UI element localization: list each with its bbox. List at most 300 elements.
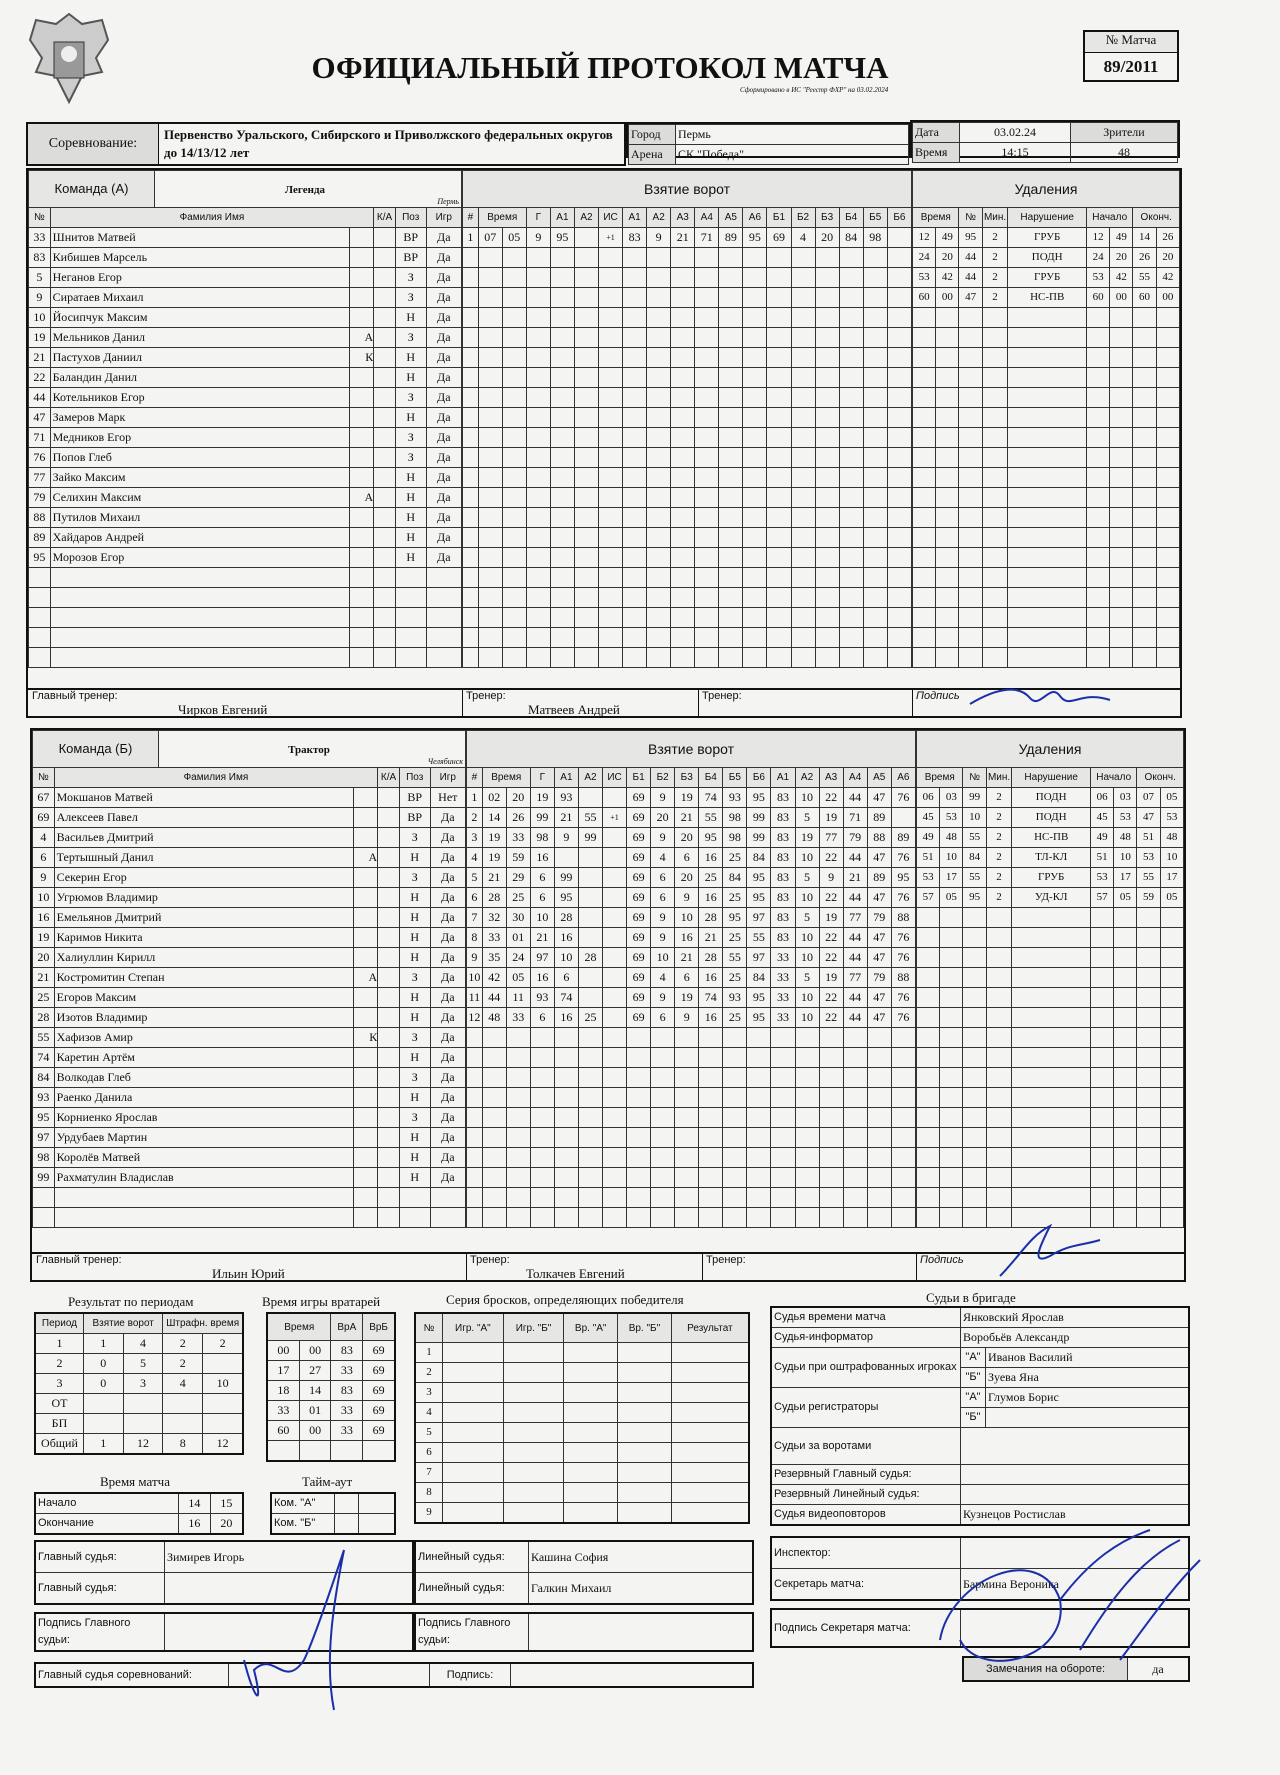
goal-cell: 25 bbox=[723, 888, 747, 908]
goalie-cell: 00 bbox=[299, 1341, 331, 1361]
goal-cell bbox=[743, 388, 767, 408]
goal-cell bbox=[506, 1088, 530, 1108]
penalty-cell bbox=[1110, 528, 1133, 548]
goal-cell bbox=[863, 428, 887, 448]
goal-cell bbox=[795, 1148, 819, 1168]
goal-cell: 4 bbox=[791, 228, 815, 248]
goal-cell bbox=[623, 488, 647, 508]
penalty-cell bbox=[982, 588, 1008, 608]
penalty-cell bbox=[940, 1148, 963, 1168]
goal-cell bbox=[603, 1088, 627, 1108]
goal-cell bbox=[767, 308, 791, 328]
goal-cell bbox=[463, 368, 479, 388]
goal-cell: 28 bbox=[699, 908, 723, 928]
table-row bbox=[463, 248, 912, 268]
goal-cell bbox=[767, 248, 791, 268]
goal-cell: 83 bbox=[771, 788, 795, 808]
goal-cell bbox=[843, 1168, 867, 1188]
goal-cell bbox=[463, 468, 479, 488]
table-row bbox=[913, 548, 1180, 568]
penalty-cell bbox=[936, 548, 959, 568]
player-number: 88 bbox=[29, 508, 51, 528]
player-name: Попов Глеб bbox=[50, 448, 350, 468]
player-number: 10 bbox=[33, 888, 55, 908]
goal-cell: 16 bbox=[554, 1008, 578, 1028]
goal-cell bbox=[623, 568, 647, 588]
goal-cell: 6 bbox=[530, 1008, 554, 1028]
penalty-cell bbox=[1137, 1068, 1160, 1088]
goal-cell: 84 bbox=[747, 848, 771, 868]
goal-cell: 89 bbox=[891, 828, 915, 848]
team_a-goal-col-15: Б4 bbox=[839, 208, 863, 228]
table-row bbox=[33, 1088, 466, 1108]
penalty-cell bbox=[1008, 328, 1087, 348]
goal-cell bbox=[723, 1068, 747, 1088]
goal-cell bbox=[743, 468, 767, 488]
penalty-cell: 10 bbox=[963, 808, 986, 828]
player-pos: Н bbox=[399, 848, 430, 868]
penalty-cell: ПОДН bbox=[1008, 248, 1087, 268]
team_a-goal-col-8: А3 bbox=[671, 208, 695, 228]
goal-cell bbox=[526, 428, 550, 448]
penalty-cell bbox=[1012, 928, 1091, 948]
player-name: Изотов Владимир bbox=[54, 1008, 354, 1028]
player-number: 97 bbox=[33, 1128, 55, 1148]
goal-cell bbox=[578, 1048, 602, 1068]
player-role bbox=[354, 788, 378, 808]
table-row bbox=[463, 448, 912, 468]
shootout-cell bbox=[503, 1383, 564, 1403]
table-row bbox=[467, 1048, 916, 1068]
player-ka bbox=[378, 1048, 400, 1068]
period-cell: 4 bbox=[123, 1334, 163, 1354]
player-pos bbox=[395, 628, 426, 648]
penalty-cell bbox=[1160, 1108, 1183, 1128]
date-time-box bbox=[910, 120, 1180, 158]
player-number: 21 bbox=[33, 968, 55, 988]
goal-cell bbox=[887, 268, 911, 288]
penalty-cell bbox=[1110, 468, 1133, 488]
goal-cell bbox=[526, 528, 550, 548]
player-pos: Н bbox=[399, 908, 430, 928]
team_a-pen-col-0: Время bbox=[913, 208, 959, 228]
period-cell: 10 bbox=[203, 1374, 243, 1394]
player-played: Да bbox=[430, 828, 465, 848]
goal-cell: 84 bbox=[723, 868, 747, 888]
goal-cell bbox=[506, 1108, 530, 1128]
goal-cell: 47 bbox=[867, 948, 891, 968]
penalty-cell: 53 bbox=[1137, 848, 1160, 868]
goal-cell bbox=[647, 288, 671, 308]
player-number: 95 bbox=[33, 1108, 55, 1128]
penalty-cell bbox=[1008, 568, 1087, 588]
player-role bbox=[354, 1128, 378, 1148]
penalty-cell bbox=[1160, 908, 1183, 928]
goal-cell bbox=[699, 1148, 723, 1168]
shootout-cell bbox=[564, 1423, 618, 1443]
penalty-cell bbox=[1090, 1128, 1113, 1148]
goal-cell bbox=[695, 368, 719, 388]
goal-cell bbox=[719, 408, 743, 428]
player-pos: З bbox=[399, 968, 430, 988]
shootout-number: 1 bbox=[415, 1343, 443, 1363]
penalty-cell: 03 bbox=[1114, 788, 1137, 808]
goal-cell: 95 bbox=[554, 888, 578, 908]
goal-cell: 59 bbox=[506, 848, 530, 868]
goal-cell bbox=[599, 488, 623, 508]
penalty-cell: 2 bbox=[982, 248, 1008, 268]
table-row bbox=[415, 1483, 749, 1503]
goal-cell: 95 bbox=[723, 908, 747, 928]
team_b-pen-title: Удаления bbox=[917, 731, 1184, 768]
goal-cell bbox=[530, 1108, 554, 1128]
goal-cell bbox=[891, 1128, 915, 1148]
goal-cell bbox=[502, 248, 526, 268]
player-role bbox=[354, 888, 378, 908]
goal-cell bbox=[623, 508, 647, 528]
shootout-cell bbox=[503, 1423, 564, 1443]
goal-cell bbox=[647, 268, 671, 288]
goal-cell: 84 bbox=[747, 968, 771, 988]
penalty-cell bbox=[1133, 628, 1156, 648]
player-number: 84 bbox=[33, 1068, 55, 1088]
penalty-cell bbox=[1008, 528, 1087, 548]
shootout-cell bbox=[671, 1463, 749, 1483]
team_a-goal-col-3: А1 bbox=[550, 208, 574, 228]
penalty-cell bbox=[936, 628, 959, 648]
goal-cell bbox=[839, 648, 863, 668]
penalty-cell: ГРУБ bbox=[1008, 268, 1087, 288]
goal-cell: 33 bbox=[482, 928, 506, 948]
player-number: 22 bbox=[29, 368, 51, 388]
player-played: Нет bbox=[430, 788, 465, 808]
goal-cell bbox=[815, 508, 839, 528]
penalty-cell bbox=[1110, 308, 1133, 328]
player-name: Халиуллин Кирилл bbox=[54, 948, 354, 968]
penalty-cell bbox=[1110, 648, 1133, 668]
penalty-cell bbox=[1114, 1168, 1137, 1188]
player-role bbox=[354, 928, 378, 948]
player-pos bbox=[399, 1188, 430, 1208]
player-role bbox=[354, 1188, 378, 1208]
goal-cell bbox=[574, 428, 598, 448]
goal-cell: 11 bbox=[467, 988, 483, 1008]
shootout-title: Серия бросков, определяющих победителя bbox=[446, 1292, 684, 1307]
goal-cell bbox=[839, 588, 863, 608]
team_a-goal-col-6: А1 bbox=[623, 208, 647, 228]
goal-cell bbox=[482, 1208, 506, 1228]
team-b-coach1: Толкачев Евгений bbox=[526, 1266, 625, 1281]
goal-cell bbox=[627, 1048, 651, 1068]
player-ka bbox=[374, 468, 396, 488]
penalty-cell bbox=[1110, 388, 1133, 408]
goal-cell bbox=[482, 1088, 506, 1108]
goal-cell bbox=[603, 1168, 627, 1188]
goal-cell bbox=[863, 608, 887, 628]
penalty-cell bbox=[913, 628, 936, 648]
shootout-cell bbox=[443, 1463, 504, 1483]
player-name: Егоров Максим bbox=[54, 988, 354, 1008]
table-row bbox=[29, 268, 462, 288]
table-row bbox=[917, 948, 1184, 968]
goal-cell bbox=[647, 248, 671, 268]
goal-cell bbox=[819, 1108, 843, 1128]
table-row bbox=[463, 588, 912, 608]
penalty-cell bbox=[963, 948, 986, 968]
team-a-roster bbox=[28, 170, 462, 668]
penalty-cell bbox=[1086, 388, 1109, 408]
goal-cell: 10 bbox=[795, 1008, 819, 1028]
player-played: Да bbox=[430, 868, 465, 888]
goal-cell: 83 bbox=[771, 908, 795, 928]
goal-cell bbox=[695, 508, 719, 528]
table-row bbox=[33, 1068, 466, 1088]
goalie-cell: 69 bbox=[363, 1341, 395, 1361]
penalty-cell bbox=[1133, 328, 1156, 348]
goal-cell bbox=[791, 528, 815, 548]
goal-cell bbox=[530, 1148, 554, 1168]
player-name bbox=[50, 588, 350, 608]
player-pos: З bbox=[399, 868, 430, 888]
goal-cell bbox=[647, 348, 671, 368]
penalty-cell: 49 bbox=[936, 228, 959, 248]
goal-cell bbox=[863, 628, 887, 648]
goal-cell: 44 bbox=[843, 948, 867, 968]
goal-cell bbox=[603, 1068, 627, 1088]
goal-cell bbox=[699, 1068, 723, 1088]
player-role bbox=[350, 248, 374, 268]
player-role bbox=[354, 1208, 378, 1228]
team_a-goal-col-10: А5 bbox=[719, 208, 743, 228]
goal-cell bbox=[675, 1168, 699, 1188]
penalty-cell bbox=[1156, 488, 1179, 508]
goal-cell bbox=[695, 308, 719, 328]
goal-cell bbox=[506, 1028, 530, 1048]
penalty-cell bbox=[1090, 1108, 1113, 1128]
goal-cell bbox=[603, 848, 627, 868]
player-name bbox=[50, 628, 350, 648]
penalty-cell bbox=[1114, 1048, 1137, 1068]
shootout-cell bbox=[503, 1503, 564, 1524]
goal-cell bbox=[467, 1108, 483, 1128]
penalty-cell bbox=[913, 648, 936, 668]
goal-cell bbox=[815, 648, 839, 668]
goal-cell bbox=[463, 608, 479, 628]
goal-cell bbox=[463, 528, 479, 548]
goal-cell: 95 bbox=[699, 828, 723, 848]
goal-cell: 7 bbox=[467, 908, 483, 928]
competition-label: Соревнование: bbox=[28, 124, 159, 164]
penalty-cell bbox=[986, 1108, 1012, 1128]
reserve-line-label: Резервный Линейный судья: bbox=[771, 1485, 961, 1505]
goal-cell bbox=[502, 388, 526, 408]
penalty-cell: 55 bbox=[1133, 268, 1156, 288]
penalty-cell bbox=[1090, 948, 1113, 968]
player-number: 74 bbox=[33, 1048, 55, 1068]
goal-cell bbox=[671, 288, 695, 308]
penalty-cell bbox=[1133, 468, 1156, 488]
goal-cell: 10 bbox=[675, 908, 699, 928]
goal-cell bbox=[627, 1188, 651, 1208]
penalty-cell bbox=[982, 448, 1008, 468]
goal-cell bbox=[887, 628, 911, 648]
goal-cell bbox=[526, 448, 550, 468]
goal-cell: 25 bbox=[723, 1008, 747, 1028]
goal-cell bbox=[695, 488, 719, 508]
player-pos: ВР bbox=[395, 228, 426, 248]
shootout-cell bbox=[618, 1483, 672, 1503]
goal-cell bbox=[463, 548, 479, 568]
goal-cell bbox=[887, 228, 911, 248]
penalty-cell bbox=[940, 948, 963, 968]
goal-cell: 69 bbox=[627, 788, 651, 808]
penalty-cell bbox=[963, 1088, 986, 1108]
goal-cell bbox=[863, 388, 887, 408]
team_b-goals-title: Взятие ворот bbox=[467, 731, 916, 768]
penalty-cell bbox=[917, 1128, 940, 1148]
team_b-goal-col-5: ИС bbox=[603, 768, 627, 788]
goal-cell bbox=[526, 388, 550, 408]
goal-cell: 77 bbox=[843, 968, 867, 988]
shootout-col-0: № bbox=[415, 1313, 443, 1343]
player-pos: Н bbox=[399, 1128, 430, 1148]
shootout-cell bbox=[443, 1483, 504, 1503]
goalie-cell: 69 bbox=[363, 1401, 395, 1421]
penalty-cell bbox=[917, 908, 940, 928]
penalty-cell bbox=[986, 948, 1012, 968]
goal-cell bbox=[815, 348, 839, 368]
table-row bbox=[29, 308, 462, 328]
referees-title: Судьи в бригаде bbox=[926, 1290, 1016, 1305]
penalty-cell bbox=[940, 1168, 963, 1188]
penalty-cell bbox=[959, 468, 982, 488]
goal-cell: 93 bbox=[530, 988, 554, 1008]
goal-cell bbox=[887, 588, 911, 608]
goal-cell: 95 bbox=[550, 228, 574, 248]
penalty-cell bbox=[936, 428, 959, 448]
match-number: 89/2011 bbox=[1103, 57, 1159, 76]
goal-cell bbox=[719, 248, 743, 268]
shootout-cell bbox=[564, 1403, 618, 1423]
goal-cell bbox=[791, 588, 815, 608]
goal-cell bbox=[482, 1028, 506, 1048]
penalty-cell: 53 bbox=[917, 868, 940, 888]
player-number bbox=[33, 1208, 55, 1228]
goal-cell bbox=[603, 868, 627, 888]
penalty-cell bbox=[963, 1068, 986, 1088]
penalty-cell bbox=[1110, 548, 1133, 568]
goal-cell: 6 bbox=[467, 888, 483, 908]
goal-cell: 5 bbox=[795, 808, 819, 828]
goal-cell bbox=[647, 588, 671, 608]
goal-cell: 89 bbox=[867, 868, 891, 888]
goal-cell bbox=[839, 328, 863, 348]
table-row bbox=[29, 248, 462, 268]
table-row bbox=[463, 428, 912, 448]
team_b-goal-col-11: Б6 bbox=[747, 768, 771, 788]
penalty-cell bbox=[1090, 968, 1113, 988]
goal-cell bbox=[623, 448, 647, 468]
goal-cell: 69 bbox=[627, 908, 651, 928]
goal-cell bbox=[526, 608, 550, 628]
shootout-cell bbox=[443, 1383, 504, 1403]
goal-cell bbox=[843, 1128, 867, 1148]
goal-cell bbox=[478, 588, 502, 608]
player-role bbox=[350, 628, 374, 648]
team_a-goal-col-12: Б1 bbox=[767, 208, 791, 228]
goal-cell bbox=[550, 548, 574, 568]
goal-cell bbox=[603, 828, 627, 848]
goal-cell bbox=[815, 628, 839, 648]
penalty-cell bbox=[1137, 1148, 1160, 1168]
penalty-cell bbox=[1156, 348, 1179, 368]
shootout-cell bbox=[503, 1343, 564, 1363]
penalty-cell: 17 bbox=[1160, 868, 1183, 888]
goal-cell bbox=[863, 488, 887, 508]
table-row bbox=[33, 1108, 466, 1128]
period-cell bbox=[203, 1394, 243, 1414]
goal-cell bbox=[791, 568, 815, 588]
player-ka bbox=[378, 1148, 400, 1168]
goal-cell: 44 bbox=[843, 848, 867, 868]
player-pos: Н bbox=[395, 408, 426, 428]
goal-cell bbox=[651, 1028, 675, 1048]
goal-cell bbox=[747, 1168, 771, 1188]
goal-cell: 6 bbox=[651, 888, 675, 908]
penalty-cell bbox=[1137, 928, 1160, 948]
player-number: 77 bbox=[29, 468, 51, 488]
penalty-cell bbox=[1110, 628, 1133, 648]
penalty-cell bbox=[1008, 488, 1087, 508]
goal-cell bbox=[526, 588, 550, 608]
table-row bbox=[917, 988, 1184, 1008]
penalty-cell bbox=[959, 328, 982, 348]
penalty-cell bbox=[1110, 328, 1133, 348]
player-name: Костромитин Степан bbox=[54, 968, 354, 988]
goal-cell bbox=[550, 388, 574, 408]
table-row bbox=[463, 608, 912, 628]
player-role bbox=[350, 588, 374, 608]
goal-cell bbox=[502, 268, 526, 288]
goal-cell bbox=[695, 428, 719, 448]
goal-cell: 19 bbox=[530, 788, 554, 808]
table-row bbox=[463, 488, 912, 508]
player-ka bbox=[374, 448, 396, 468]
shootout-cell bbox=[618, 1503, 672, 1524]
goal-cell bbox=[771, 1048, 795, 1068]
penalty-cell: 95 bbox=[963, 888, 986, 908]
shootout-cell bbox=[503, 1443, 564, 1463]
penalty-cell: 2 bbox=[982, 288, 1008, 308]
goal-cell bbox=[550, 328, 574, 348]
goal-cell: 2 bbox=[467, 808, 483, 828]
goal-cell bbox=[819, 1128, 843, 1148]
video-judge: Кузнецов Ростислав bbox=[961, 1505, 1190, 1526]
player-role bbox=[354, 1088, 378, 1108]
goal-cell bbox=[526, 548, 550, 568]
goal-cell bbox=[502, 648, 526, 668]
goal-cell bbox=[603, 1188, 627, 1208]
goal-cell bbox=[463, 408, 479, 428]
goal-cell: 26 bbox=[506, 808, 530, 828]
penalty-cell bbox=[1114, 1188, 1137, 1208]
goal-cell: 5 bbox=[795, 868, 819, 888]
table-row bbox=[29, 328, 462, 348]
player-name: Каримов Никита bbox=[54, 928, 354, 948]
player-played: Да bbox=[430, 928, 465, 948]
team_b-label: Команда (Б) bbox=[33, 731, 159, 767]
goal-cell bbox=[843, 1088, 867, 1108]
